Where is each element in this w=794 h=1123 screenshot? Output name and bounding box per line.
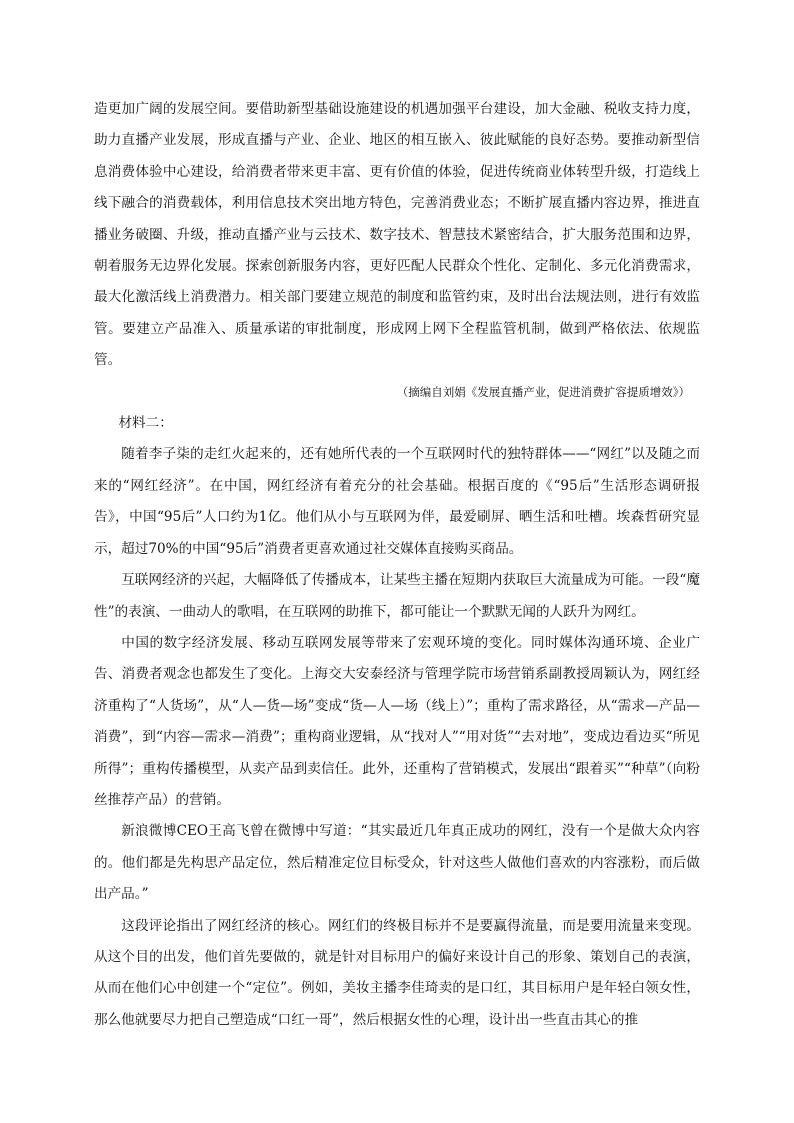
paragraph-continuation: 造更加广阔的发展空间。要借助新型基础设施建设的机遇加强平台建设，加大金融、税收支持力度，助力直播产业发展，形成直播与产业、企业、地区的相互嵌入、彼此赋能的良好态势。要推动新型信息消费体验中心建设，给消费者带来更丰富、更有价值的体验，促进传统商业体转型升级，打造线上线下融合的消费载体，利用信息技术突出地方特色，完善消费业态；不断扩展直播内容边界，推进直播业务破圈、升级，推动直播产业与云技术、数字技术、智慧技术紧密结合，扩大服务范围和边界，朝着服务无边界化发展。探索创新服务内容，更好匹配人民群众个性化、定制化、多元化消费需求，最大化激活线上消费潜力。相关部门要建立规范的制度和监管约束，及时出台法规法则，进行有效监管。要建立产品准入、质量承诺的审批制度，形成网上网下全程监管机制，做到严格依法、依规监管。 xyxy=(94,101,700,369)
paragraph: 互联网经济的兴起，大幅降低了传播成本，让某些主播在短期内获取巨大流量成为可能。一段“魔性”的表演、一曲动人的歌唱，在互联网的助推下，都可能让一个默默无闻的人跃升为网红。 xyxy=(94,572,700,620)
source-citation: （摘编自刘娟《发展直播产业，促进消费扩容提质增效》） xyxy=(396,384,690,399)
paragraph: 随着李子柒的走红火起来的，还有她所代表的一个互联网时代的独特群体——“网红”以及随之而来的“网红经济”。在中国，网红经济有着充分的社会基础。根据百度的《“95后”生活形态调研报告》，中国“95后”人口约为1亿。他们从小与互联网为伴，最爱刷屏、晒生活和吐槽。埃森哲研究显示，超过70%的中国“95后”消费者更喜欢通过社交媒体直接购买商品。 xyxy=(94,446,700,557)
paragraph: 中国的数字经济发展、移动互联网发展等带来了宏观环境的变化。同时媒体沟通环境、企业广告、消费者观念也都发生了变化。上海交大安泰经济与管理学院市场营销系副教授周颖认为，网红经济重构了“人货场”，从“人—货—场”变成“货—人—场（线上）”；重构了需求路径，从“需求—产品—消费”，到“内容—需求—消费”；重构商业逻辑，从“找对人”“用对货”“去对地”，变成边看边买“所见所得”；重构传播模型，从卖产品到卖信任。此外，还重构了营销模式，发展出“跟着买”“种草”（向粉丝推荐产品）的营销。 xyxy=(94,634,700,808)
paragraph: 新浪微博CEO王高飞曾在微博中写道：“其实最近几年真正成功的网红，没有一个是做大众内容的。他们都是先构思产品定位，然后精准定位目标受众，针对这些人做他们喜欢的内容涨粉，而后做出产品。” xyxy=(94,823,700,903)
paragraph: 这段评论指出了网红经济的核心。网红们的终极目标并不是要赢得流量，而是要用流量来变现。从这个目的出发，他们首先要做的，就是针对目标用户的偏好来设计自己的形象、策划自己的表演，从而在他们心中创建一个“定位”。例如，美妆主播李佳琦卖的是口红，其目标用户是年轻白领女性，那么他就要尽力把自己塑造成“口红一哥”，然后根据女性的心理，设计出一些直击其心的推 xyxy=(94,917,700,1028)
section-heading: 材料二： xyxy=(118,415,173,432)
